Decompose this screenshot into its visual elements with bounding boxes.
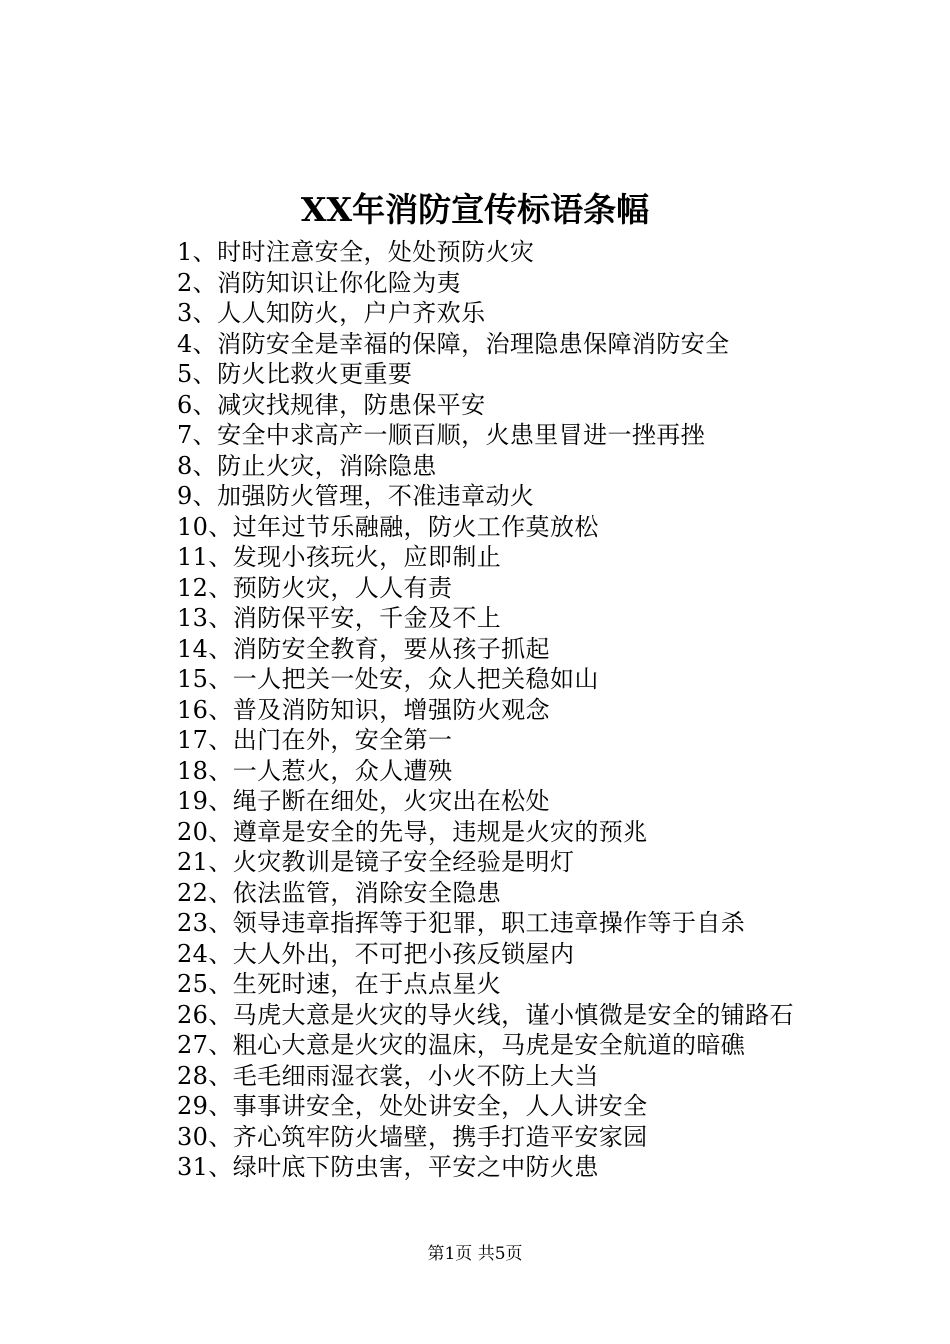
list-item: 30、齐心筑牢防火墙壁，携手打造平安家园 [177,1122,648,1151]
slogan-list [177,237,794,1183]
list-item: 9、加强防火管理，不准违章动火 [177,482,535,510]
page-title: XX年消防宣传标语条幅 [300,190,650,229]
list-item: 5、防火比救火更重要 [177,360,413,388]
list-item: 28、毛毛细雨湿衣裳，小火不防上大当 [177,1061,599,1090]
list-item: 8、防止火灾，消除隐患 [177,451,437,480]
page-footer: 第1页 共5页 [427,1244,523,1264]
list-item: 22、依法监管，消除安全隐患 [177,878,502,907]
list-item: 10、过年过节乐融融，防火工作莫放松 [177,512,599,541]
list-item: 3、人人知防火，户户齐欢乐 [177,299,486,327]
list-item: 12、预防火灾，人人有责 [177,573,453,602]
list-item: 26、马虎大意是火灾的导火线，谨小慎微是安全的铺路石 [177,1000,794,1029]
list-item: 2、消防知识让你化险为夷 [177,268,462,297]
list-item: 31、绿叶底下防虫害，平安之中防火患 [177,1153,599,1181]
list-item: 1、时时注意安全，处处预防火灾 [177,238,535,266]
list-item: 15、一人把关一处安，众人把关稳如山 [177,665,599,693]
list-item: 24、大人外出，不可把小孩反锁屋内 [177,939,575,968]
list-item: 18、一人惹火，众人遭殃 [177,756,453,785]
list-item: 7、安全中求高产一顺百顺，火患里冒进一挫再挫 [177,421,706,449]
list-item: 25、生死时速，在于点点星火 [177,970,502,998]
list-item: 14、消防安全教育，要从孩子抓起 [177,634,550,663]
list-item: 17、出门在外，安全第一 [177,726,453,754]
list-item: 23、领导违章指挥等于犯罪，职工违章操作等于自杀 [177,909,746,937]
list-item: 13、消防保平安，千金及不上 [177,604,502,632]
list-item: 27、粗心大意是火灾的温床，马虎是安全航道的暗礁 [177,1031,746,1059]
list-item: 16、普及消防知识，增强防火观念 [177,695,550,724]
list-item: 4、消防安全是幸福的保障，治理隐患保障消防安全 [177,329,730,358]
list-item: 11、发现小孩玩火，应即制止 [177,543,502,571]
list-item: 6、减灾找规律，防患保平安 [177,390,486,419]
list-item: 29、事事讲安全，处处讲安全，人人讲安全 [177,1092,648,1120]
list-item: 19、绳子断在细处，火灾出在松处 [177,787,550,815]
list-item: 20、遵章是安全的先导，违规是火灾的预兆 [177,817,648,846]
list-item: 21、火灾教训是镜子安全经验是明灯 [177,848,575,876]
